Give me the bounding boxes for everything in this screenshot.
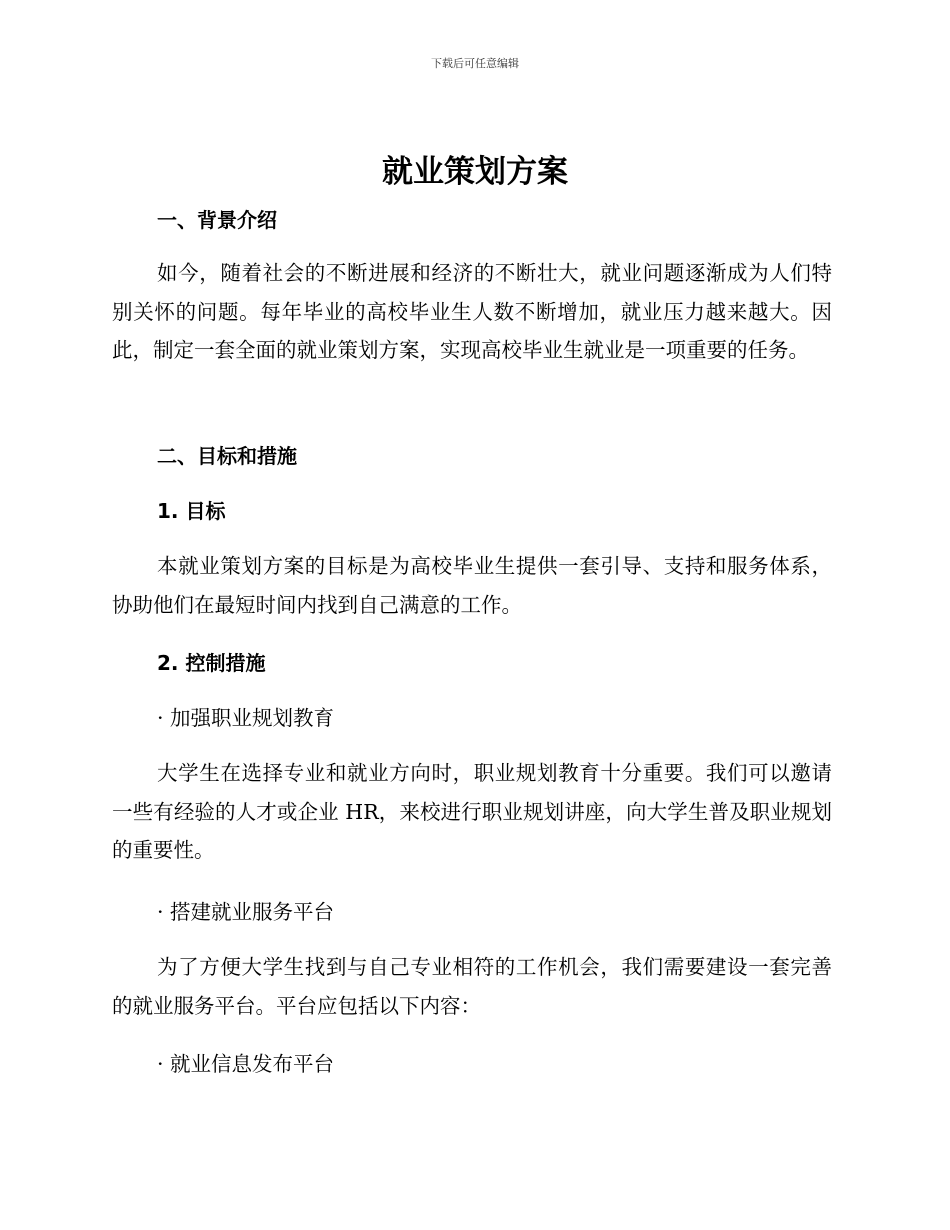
subheading-goal: 1. 目标 — [157, 499, 226, 523]
bullet-info-platform: · 就业信息发布平台 — [157, 1052, 335, 1076]
paragraph-career-education: 大学生在选择专业和就业方向时，职业规划教育十分重要。我们可以邀请一些有经验的人才或企业 HR，来校进行职业规划讲座，向大学生普及职业规划的重要性。 — [112, 761, 832, 862]
section-heading-background: 一、背景介绍 — [157, 208, 277, 232]
section-heading-goals-measures: 二、目标和措施 — [157, 444, 297, 468]
bullet-career-education: · 加强职业规划教育 — [157, 706, 335, 730]
document-title: 就业策划方案 — [382, 154, 568, 190]
header-note: 下载后可任意编辑 — [431, 57, 519, 70]
paragraph-background: 如今，随着社会的不断进展和经济的不断壮大，就业问题逐渐成为人们特别关怀的问题。每年毕业的高校毕业生人数不断增加，就业压力越来越大。因此，制定一套全面的就业策划方案，实现高校毕业生就业是一项重要的任务。 — [112, 261, 832, 362]
paragraph-service-platform: 为了方便大学生找到与自己专业相符的工作机会，我们需要建设一套完善的就业服务平台。平台应包括以下内容： — [112, 955, 832, 1018]
paragraph-goal: 本就业策划方案的目标是为高校毕业生提供一套引导、支持和服务体系，协助他们在最短时间内找到自己满意的工作。 — [112, 554, 832, 617]
bullet-service-platform: · 搭建就业服务平台 — [157, 900, 335, 924]
subheading-measures: 2. 控制措施 — [157, 651, 266, 675]
